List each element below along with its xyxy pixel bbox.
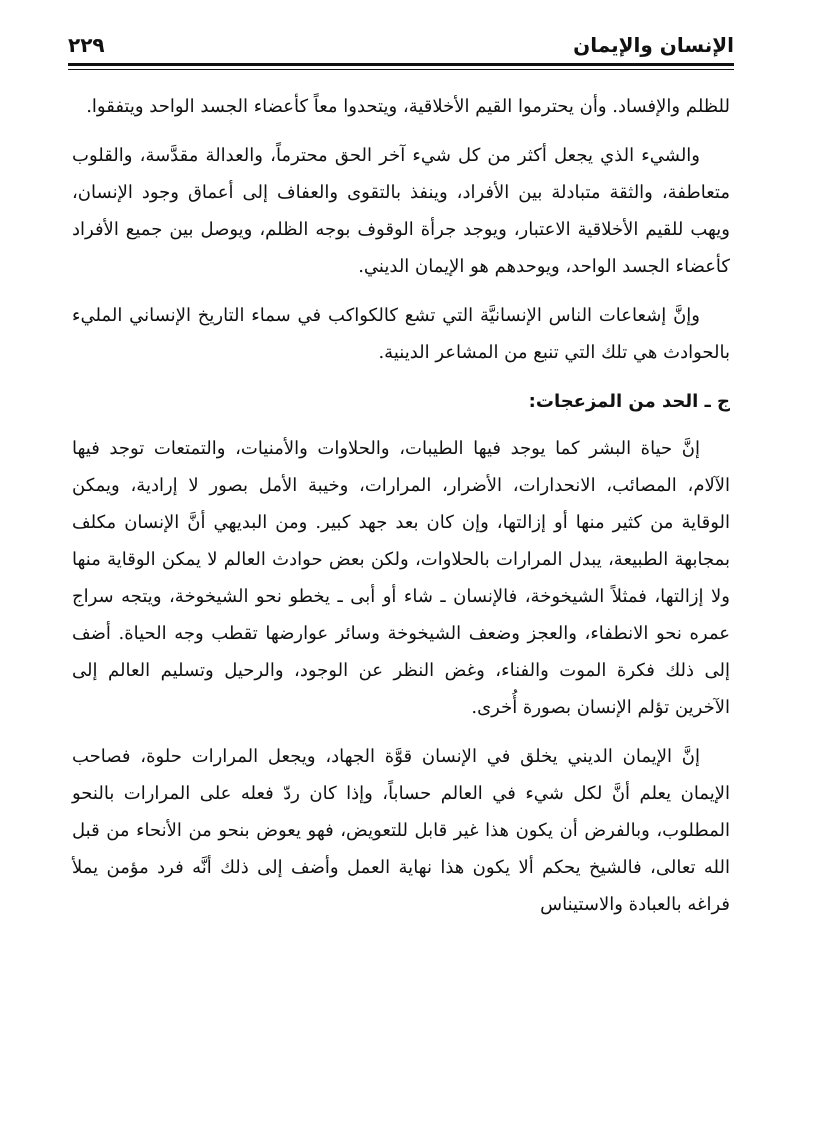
paragraph: إنَّ الإيمان الديني يخلق في الإنسان قوَّة الجهاد، ويجعل المرارات حلوة، فصاحب الإيمان يعلم أنَّ لكل شيء في العالم حساباً، وإذا كان ردّ فعله على المرارات بالنحو المطلوب، وبالفرض أن يكون هذا غير قابل للتعويض، فهو يعوض بنحو من الأنحاء من قبل الله تعالى، فالشيخ يحكم ألا يكون هذا نهاية العمل وأضف إلى ذلك أنَّه فرد مؤمن يملأ فراغه بالعبادة والاستيناس xyxy=(72,746,730,915)
body-text xyxy=(72,88,730,935)
running-title: الإنسان والإيمان xyxy=(573,33,734,57)
paragraph: والشيء الذي يجعل أكثر من كل شيء آخر الحق محترماً، والعدالة مقدَّسة، والقلوب متعاطفة، والثقة متبادلة بين الأفراد، وينفذ بالتقوى والعفاف إلى أعماق وجود الإنسان، ويهب للقيم الأخلاقية الاعتبار، ويوجد جرأة الوقوف بوجه الظلم، ويوصل بين جميع الأفراد كأعضاء الجسد الواحد، ويوحدهم هو الإيمان الديني. xyxy=(72,145,730,277)
header-rule-thin xyxy=(68,69,734,70)
paragraph: للظلم والإفساد. وأن يحترموا القيم الأخلاقية، ويتحدوا معاً كأعضاء الجسد الواحد ويتفقوا. xyxy=(86,96,730,117)
page-header xyxy=(68,26,734,60)
section-heading: ج ـ الحد من المزعجات: xyxy=(528,391,730,412)
paragraph: وإنَّ إشعاعات الناس الإنسانيَّة التي تشع كالكواكب في سماء التاريخ الإنساني المليء بالحوادث هي تلك التي تنبع من المشاعر الدينية. xyxy=(72,305,730,363)
page-number: ٢٢٩ xyxy=(68,33,105,57)
paragraph: إنَّ حياة البشر كما يوجد فيها الطيبات، والحلاوات والأمنيات، والتمتعات توجد فيها الآلام، المصائب، الانحدارات، الأضرار، المرارات، وخيبة الأمل بصور لا إرادية، ويمكن الوقاية من كثير منها أو إزالتها، وإن كان بعد جهد كبير. ومن البديهي أنَّ الإنسان مكلف بمجابهة الطبيعة، يبدل المرارات بالحلاوات، ولكن بعض حوادث العالم لا يمكن الوقاية منها ولا إزالتها، فمثلاً الشيخوخة، فالإنسان ـ شاء أو أبى ـ يخطو نحو الشيخوخة، ويتجه سراج عمره نحو الانطفاء، والعجز وضعف الشيخوخة وسائر عوارضها تقطب وجه الحياة. أضف إلى ذلك فكرة الموت والفناء، وغض النظر عن الوجود، والرحيل وتسليم العالم إلى الآخرين تؤلم الإنسان بصورة أُخرى. xyxy=(72,438,730,718)
header-rule-thick xyxy=(68,63,734,66)
